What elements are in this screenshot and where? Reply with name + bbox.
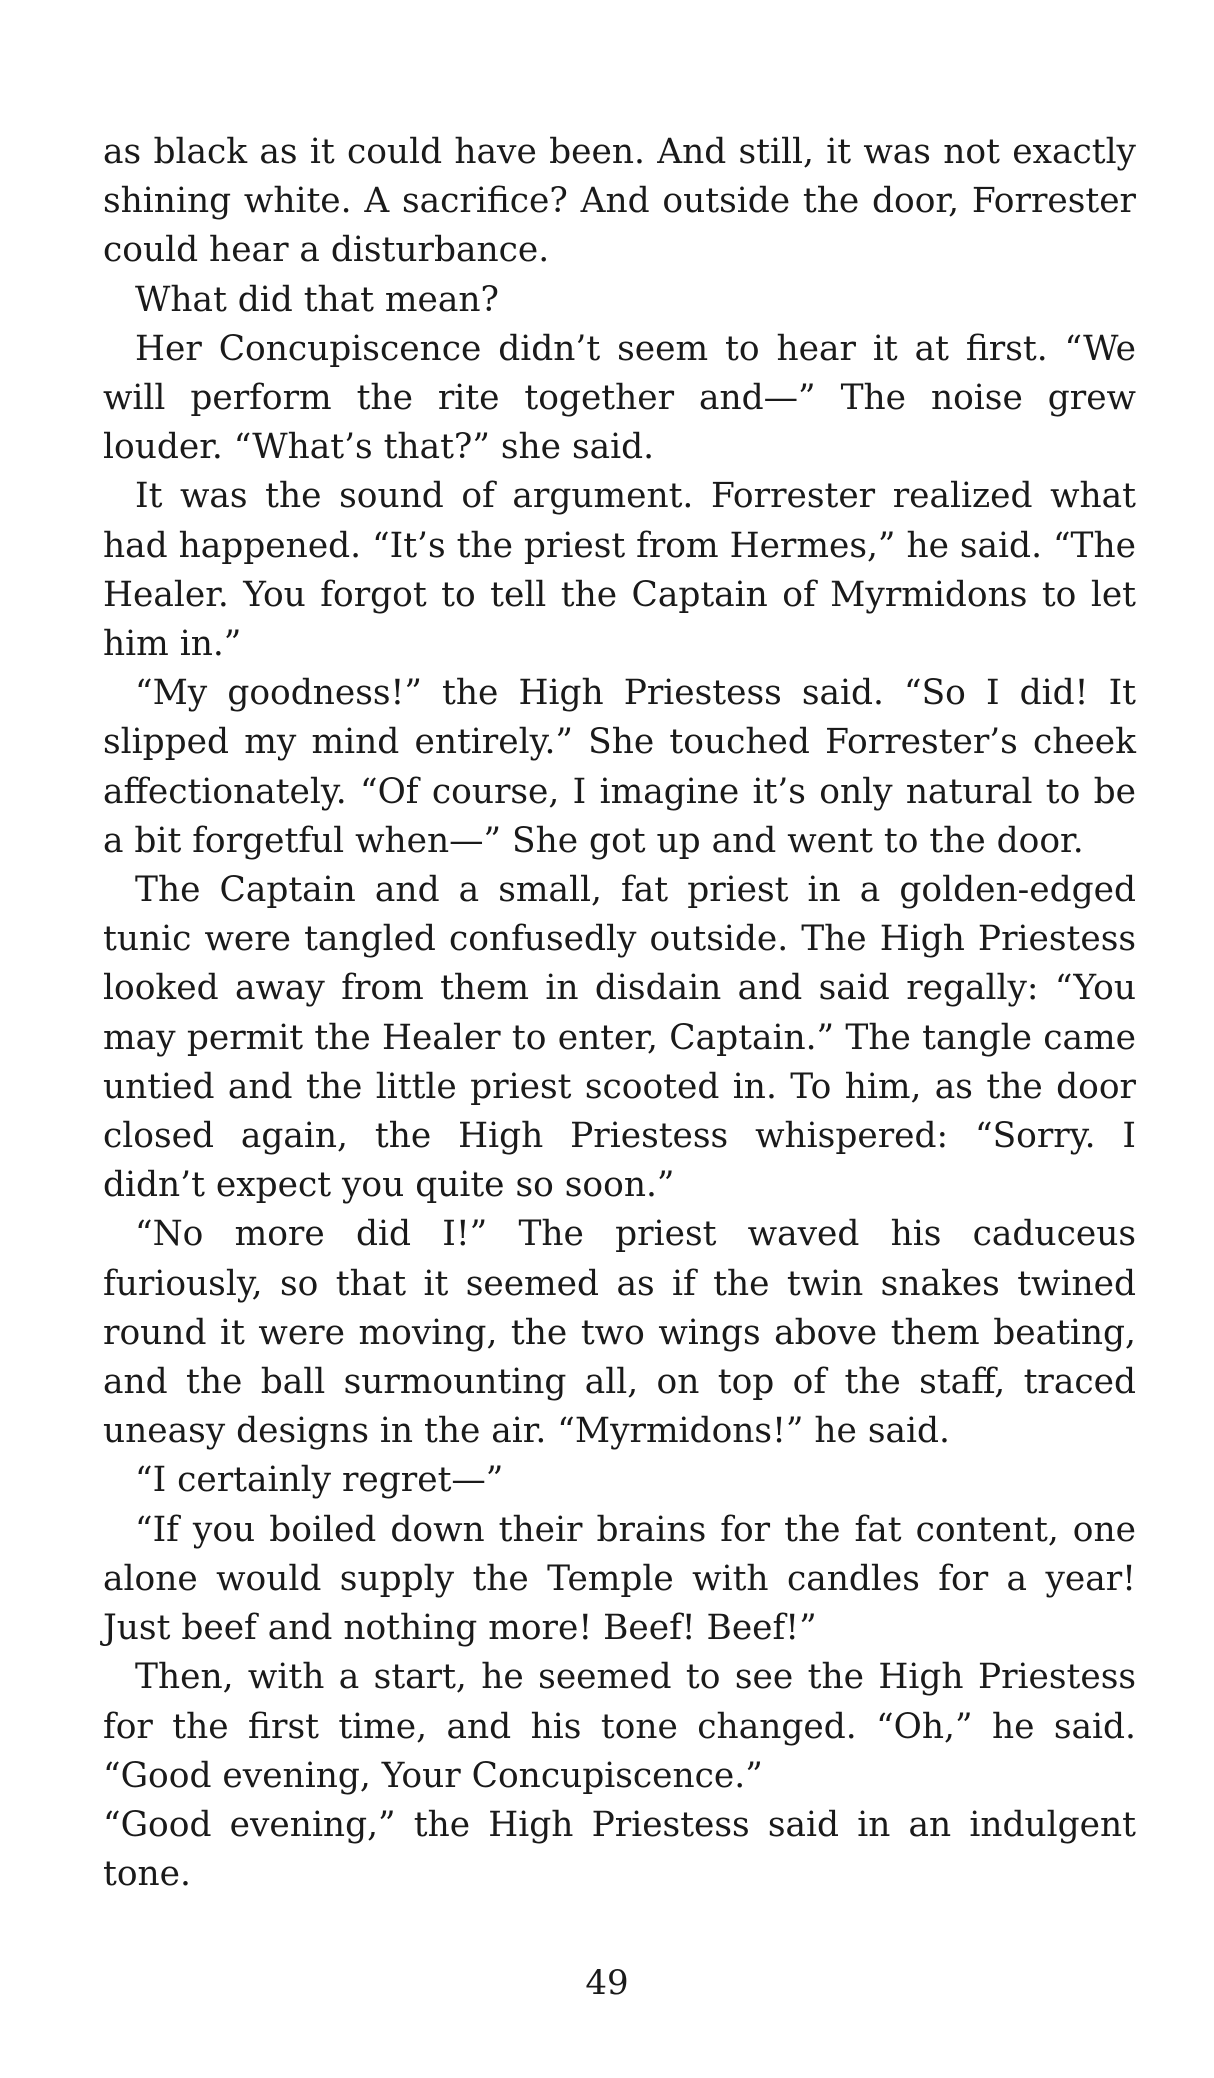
paragraph: “I certainly regret—”	[135, 1460, 504, 1501]
paragraph: What did that mean?	[135, 279, 499, 320]
paragraph: The Captain and a small, fat priest in a golden-edged tunic were tangled confusedly outside. The High Priestess looked away from them in disdain and said regally: “You may permit the Healer to enter, Captain.” The tangle came untied and the little priest scooted in. To him, as the door closed again, the High Priestess whispered: “Sorry. I didn’t expect you quite so soon.”	[103, 870, 1136, 1206]
paragraph: as black as it could have been. And still, it was not exactly shining white. A sacrifice? And outside the door, Forrester could hear a disturbance.	[103, 132, 1136, 271]
body-text	[103, 128, 1136, 1899]
paragraph: “My goodness!” the High Priestess said. “So I did! It slipped my mind entirely.” She touched Forrester’s cheek affectionately. “Of course, I imagine it’s only natural to be a bit forgetful when—” She got up and went to the door.	[103, 673, 1136, 861]
paragraph: “If you boiled down their brains for the fat content, one alone would supply the Temple with candles for a year! Just beef and nothing more! Beef! Beef!”	[103, 1509, 1136, 1649]
page-number: 49	[585, 1963, 629, 2003]
paragraph: “Good evening,” the High Priestess said in an indulgent tone.	[103, 1804, 1136, 1895]
paragraph: It was the sound of argument. Forrester realized what had happened. “It’s the priest from Hermes,” he said. “The Healer. You forgot to tell the Captain of Myrmidons to let him in.”	[103, 476, 1136, 665]
paragraph: “No more did I!” The priest waved his caduceus furiously, so that it seemed as if the twin snakes twined round it were moving, the two wings above them beating, and the ball surmounting all, on top of the staff, traced uneasy designs in the air. “Myrmidons!” he said.	[103, 1214, 1136, 1452]
paragraph: Her Concupiscence didn’t seem to hear it at first. “We will perform the rite together and—” The noise grew louder. “What’s that?” she said.	[103, 328, 1136, 468]
paragraph: Then, with a start, he seemed to see the High Priestess for the first time, and his tone changed. “Oh,” he said. “Good evening, Your Concupiscence.”	[103, 1657, 1136, 1796]
